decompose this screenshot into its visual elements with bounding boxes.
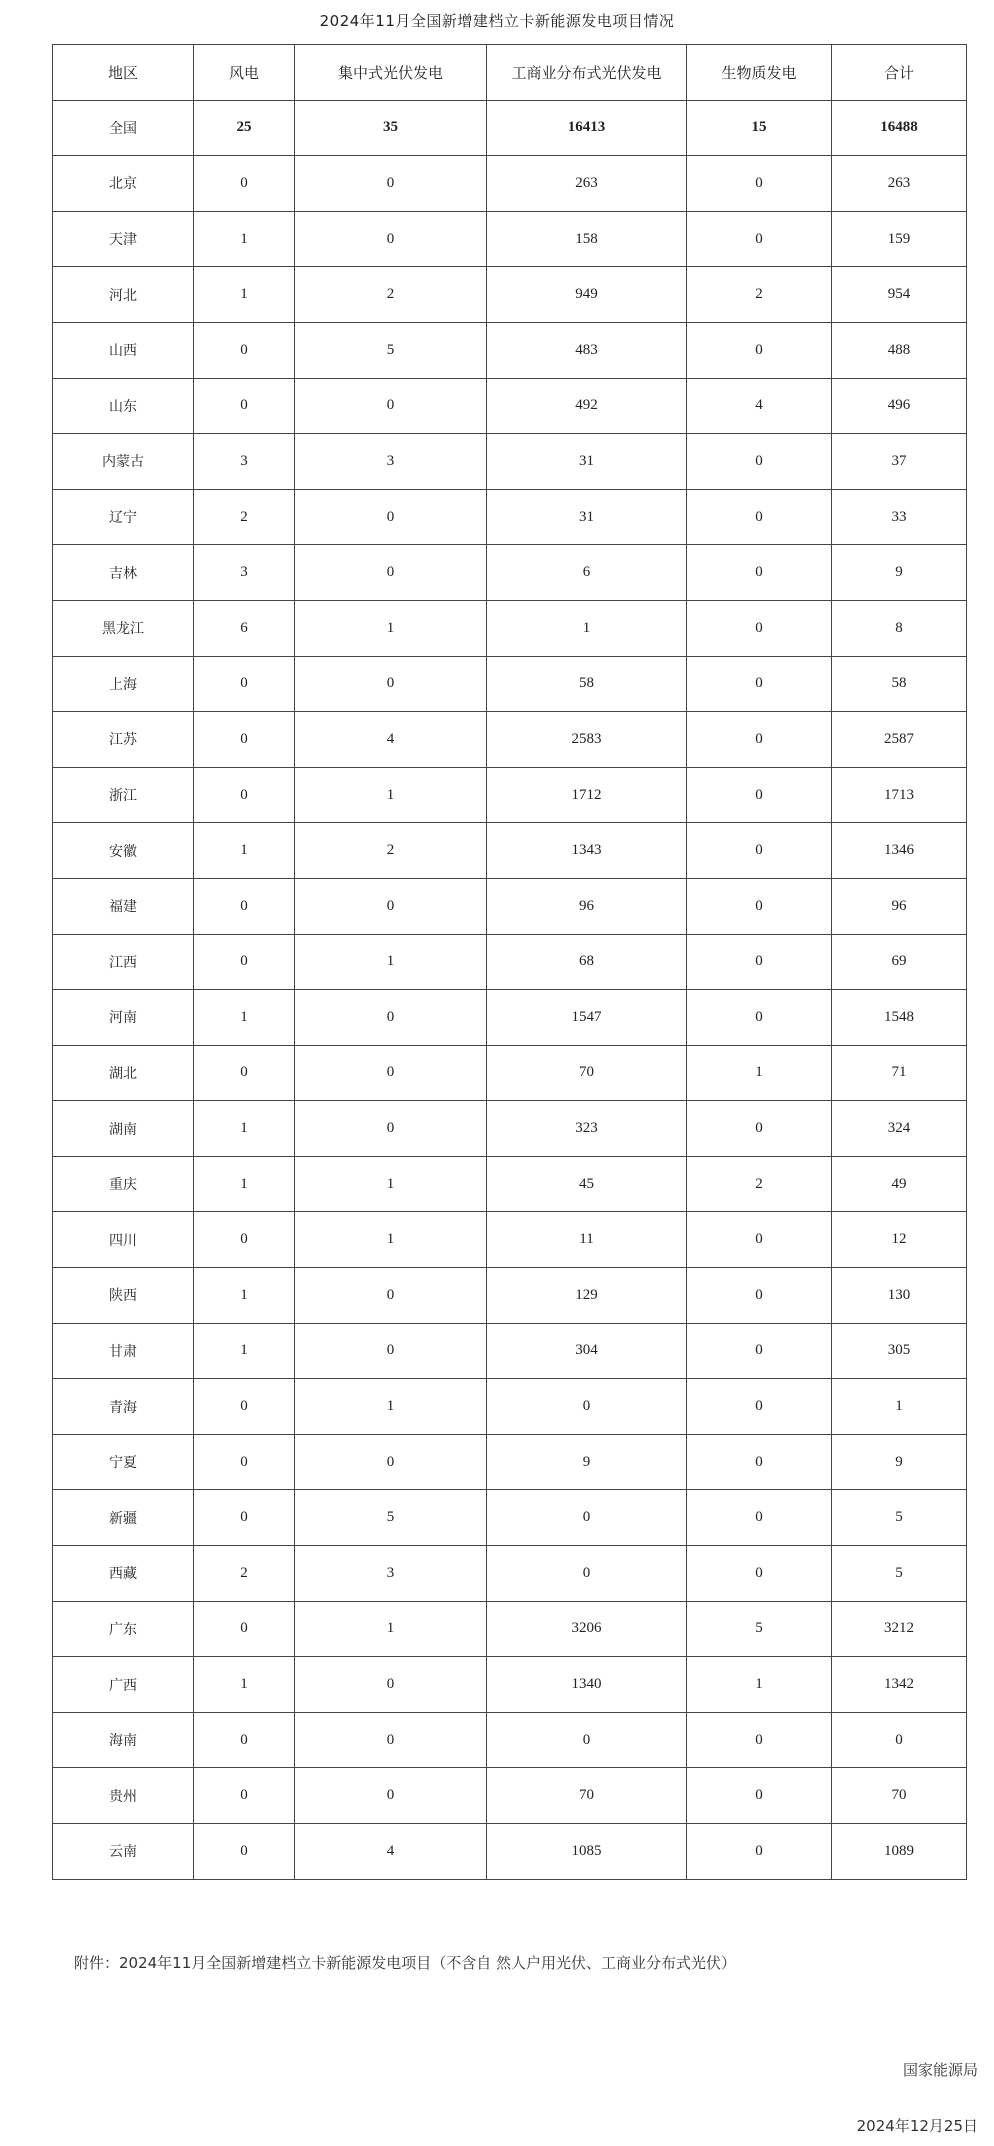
value-cell: 5 (295, 1490, 487, 1546)
value-cell: 2583 (487, 712, 687, 768)
region-cell: 河南 (53, 990, 194, 1046)
table-row (53, 156, 967, 212)
value-cell: 0 (687, 1379, 832, 1435)
value-cell: 0 (295, 1657, 487, 1713)
value-cell: 130 (832, 1268, 967, 1324)
value-cell: 0 (194, 1601, 295, 1657)
value-cell: 0 (687, 1712, 832, 1768)
region-cell: 广西 (53, 1657, 194, 1713)
value-cell: 0 (687, 767, 832, 823)
value-cell: 1 (194, 211, 295, 267)
value-cell: 0 (687, 934, 832, 990)
table-row (53, 378, 967, 434)
value-cell: 1713 (832, 767, 967, 823)
table-row (53, 267, 967, 323)
value-cell: 1 (194, 823, 295, 879)
value-cell: 70 (832, 1768, 967, 1824)
value-cell: 70 (487, 1768, 687, 1824)
project-stats-table (52, 44, 967, 1880)
value-cell: 0 (295, 489, 487, 545)
value-cell: 37 (832, 434, 967, 490)
value-cell: 0 (687, 434, 832, 490)
value-cell: 0 (194, 1379, 295, 1435)
value-cell: 9 (832, 1434, 967, 1490)
value-cell: 954 (832, 267, 967, 323)
value-cell: 0 (194, 1768, 295, 1824)
value-cell: 159 (832, 211, 967, 267)
value-cell: 1085 (487, 1824, 687, 1880)
value-cell: 0 (487, 1546, 687, 1602)
value-cell: 12 (832, 1212, 967, 1268)
table-row (53, 656, 967, 712)
value-cell: 0 (295, 211, 487, 267)
value-cell: 1 (687, 1045, 832, 1101)
value-cell: 304 (487, 1323, 687, 1379)
table-row (53, 545, 967, 601)
value-cell: 323 (487, 1101, 687, 1157)
region-cell: 贵州 (53, 1768, 194, 1824)
region-cell: 湖北 (53, 1045, 194, 1101)
value-cell: 0 (687, 1824, 832, 1880)
value-cell: 0 (295, 378, 487, 434)
value-cell: 31 (487, 489, 687, 545)
value-cell: 68 (487, 934, 687, 990)
value-cell: 0 (295, 1434, 487, 1490)
region-cell: 辽宁 (53, 489, 194, 545)
value-cell: 96 (487, 878, 687, 934)
region-cell: 福建 (53, 878, 194, 934)
value-cell: 1 (687, 1657, 832, 1713)
value-cell: 2 (687, 267, 832, 323)
value-cell: 949 (487, 267, 687, 323)
value-cell: 15 (687, 100, 832, 156)
region-cell: 天津 (53, 211, 194, 267)
table-row (53, 990, 967, 1046)
value-cell: 0 (832, 1712, 967, 1768)
value-cell: 0 (687, 322, 832, 378)
table-row (53, 489, 967, 545)
value-cell: 1342 (832, 1657, 967, 1713)
table-row (53, 712, 967, 768)
value-cell: 0 (295, 656, 487, 712)
value-cell: 0 (687, 1434, 832, 1490)
value-cell: 3 (295, 1546, 487, 1602)
region-cell: 四川 (53, 1212, 194, 1268)
value-cell: 0 (295, 1712, 487, 1768)
value-cell: 3212 (832, 1601, 967, 1657)
table-row-total (53, 100, 967, 156)
value-cell: 16413 (487, 100, 687, 156)
value-cell: 96 (832, 878, 967, 934)
value-cell: 0 (687, 1490, 832, 1546)
value-cell: 0 (687, 1768, 832, 1824)
value-cell: 1 (194, 1156, 295, 1212)
table-row (53, 767, 967, 823)
value-cell: 0 (487, 1490, 687, 1546)
value-cell: 0 (687, 1268, 832, 1324)
value-cell: 1 (194, 267, 295, 323)
value-cell: 483 (487, 322, 687, 378)
value-cell: 492 (487, 378, 687, 434)
value-cell: 0 (687, 156, 832, 212)
value-cell: 0 (194, 1712, 295, 1768)
value-cell: 4 (295, 1824, 487, 1880)
table-body (53, 100, 967, 1879)
value-cell: 2 (194, 489, 295, 545)
value-cell: 4 (687, 378, 832, 434)
value-cell: 58 (832, 656, 967, 712)
column-header: 工商业分布式光伏发电 (487, 45, 687, 101)
value-cell: 0 (194, 934, 295, 990)
value-cell: 0 (295, 1768, 487, 1824)
value-cell: 70 (487, 1045, 687, 1101)
table-row (53, 322, 967, 378)
value-cell: 0 (194, 1824, 295, 1880)
value-cell: 1 (194, 1323, 295, 1379)
value-cell: 5 (687, 1601, 832, 1657)
value-cell: 0 (295, 1101, 487, 1157)
value-cell: 1089 (832, 1824, 967, 1880)
value-cell: 1346 (832, 823, 967, 879)
value-cell: 1343 (487, 823, 687, 879)
value-cell: 0 (194, 1212, 295, 1268)
table-row (53, 1212, 967, 1268)
attachment-note: 附件：2024年11月全国新增建档立卡新能源发电项目（不含自 然人户用光伏、工商业分布式光伏） (74, 1954, 737, 1972)
value-cell: 1 (487, 600, 687, 656)
value-cell: 0 (687, 1323, 832, 1379)
value-cell: 0 (687, 990, 832, 1046)
region-cell: 河北 (53, 267, 194, 323)
value-cell: 0 (295, 878, 487, 934)
value-cell: 263 (487, 156, 687, 212)
value-cell: 324 (832, 1101, 967, 1157)
document-title: 2024年11月全国新增建档立卡新能源发电项目情况 (319, 12, 675, 30)
value-cell: 5 (295, 322, 487, 378)
value-cell: 1 (295, 1601, 487, 1657)
region-cell: 山西 (53, 322, 194, 378)
value-cell: 0 (194, 656, 295, 712)
value-cell: 6 (487, 545, 687, 601)
region-cell: 吉林 (53, 545, 194, 601)
table-row (53, 878, 967, 934)
region-cell: 山东 (53, 378, 194, 434)
value-cell: 69 (832, 934, 967, 990)
value-cell: 1712 (487, 767, 687, 823)
table-row (53, 1546, 967, 1602)
value-cell: 0 (487, 1379, 687, 1435)
value-cell: 3 (194, 434, 295, 490)
value-cell: 0 (687, 1212, 832, 1268)
value-cell: 2 (295, 823, 487, 879)
value-cell: 3206 (487, 1601, 687, 1657)
value-cell: 16488 (832, 100, 967, 156)
value-cell: 1 (832, 1379, 967, 1435)
issue-date: 2024年12月25日 (856, 2117, 978, 2135)
table-row (53, 1657, 967, 1713)
table-row (53, 823, 967, 879)
region-cell: 湖南 (53, 1101, 194, 1157)
table-row (53, 1824, 967, 1880)
region-cell: 内蒙古 (53, 434, 194, 490)
value-cell: 1 (194, 1101, 295, 1157)
value-cell: 0 (194, 156, 295, 212)
value-cell: 0 (194, 767, 295, 823)
region-cell: 江西 (53, 934, 194, 990)
value-cell: 45 (487, 1156, 687, 1212)
table-row (53, 1323, 967, 1379)
value-cell: 0 (687, 1101, 832, 1157)
value-cell: 8 (832, 600, 967, 656)
region-cell: 江苏 (53, 712, 194, 768)
table-row (53, 1712, 967, 1768)
value-cell: 6 (194, 600, 295, 656)
value-cell: 1340 (487, 1657, 687, 1713)
region-cell: 海南 (53, 1712, 194, 1768)
issuer-name: 国家能源局 (902, 2061, 978, 2079)
table-row (53, 934, 967, 990)
column-header: 合计 (832, 45, 967, 101)
value-cell: 3 (295, 434, 487, 490)
value-cell: 9 (487, 1434, 687, 1490)
value-cell: 0 (687, 211, 832, 267)
value-cell: 3 (194, 545, 295, 601)
table-row (53, 1601, 967, 1657)
value-cell: 0 (194, 712, 295, 768)
value-cell: 31 (487, 434, 687, 490)
region-cell: 陕西 (53, 1268, 194, 1324)
value-cell: 5 (832, 1490, 967, 1546)
table-row (53, 1490, 967, 1546)
value-cell: 4 (295, 712, 487, 768)
region-cell: 云南 (53, 1824, 194, 1880)
table-row (53, 1379, 967, 1435)
region-cell: 西藏 (53, 1546, 194, 1602)
value-cell: 35 (295, 100, 487, 156)
region-cell: 宁夏 (53, 1434, 194, 1490)
value-cell: 25 (194, 100, 295, 156)
table-row (53, 1101, 967, 1157)
column-header: 地区 (53, 45, 194, 101)
value-cell: 0 (194, 378, 295, 434)
table-row (53, 600, 967, 656)
value-cell: 0 (687, 712, 832, 768)
value-cell: 1 (295, 600, 487, 656)
value-cell: 49 (832, 1156, 967, 1212)
value-cell: 9 (832, 545, 967, 601)
value-cell: 0 (295, 1045, 487, 1101)
region-cell: 黑龙江 (53, 600, 194, 656)
region-cell: 安徽 (53, 823, 194, 879)
table-row (53, 1045, 967, 1101)
value-cell: 305 (832, 1323, 967, 1379)
value-cell: 0 (295, 1268, 487, 1324)
region-cell: 北京 (53, 156, 194, 212)
region-cell: 上海 (53, 656, 194, 712)
value-cell: 0 (295, 545, 487, 601)
table-row (53, 1268, 967, 1324)
value-cell: 0 (194, 322, 295, 378)
region-cell: 全国 (53, 100, 194, 156)
value-cell: 58 (487, 656, 687, 712)
value-cell: 129 (487, 1268, 687, 1324)
value-cell: 0 (194, 1490, 295, 1546)
table-row (53, 434, 967, 490)
region-cell: 青海 (53, 1379, 194, 1435)
value-cell: 1 (295, 1156, 487, 1212)
value-cell: 0 (194, 1434, 295, 1490)
region-cell: 广东 (53, 1601, 194, 1657)
table-row (53, 1156, 967, 1212)
column-header: 风电 (194, 45, 295, 101)
value-cell: 1 (295, 767, 487, 823)
value-cell: 158 (487, 211, 687, 267)
value-cell: 263 (832, 156, 967, 212)
region-cell: 浙江 (53, 767, 194, 823)
table-row (53, 1434, 967, 1490)
region-cell: 重庆 (53, 1156, 194, 1212)
value-cell: 0 (687, 878, 832, 934)
value-cell: 1 (295, 1379, 487, 1435)
value-cell: 1 (194, 990, 295, 1046)
value-cell: 2 (687, 1156, 832, 1212)
value-cell: 71 (832, 1045, 967, 1101)
value-cell: 1 (194, 1268, 295, 1324)
value-cell: 0 (687, 600, 832, 656)
table-row (53, 1768, 967, 1824)
value-cell: 0 (687, 545, 832, 601)
value-cell: 1 (295, 1212, 487, 1268)
column-header: 集中式光伏发电 (295, 45, 487, 101)
value-cell: 2 (295, 267, 487, 323)
value-cell: 0 (295, 990, 487, 1046)
table-row (53, 211, 967, 267)
value-cell: 1548 (832, 990, 967, 1046)
value-cell: 0 (687, 823, 832, 879)
value-cell: 2 (194, 1546, 295, 1602)
value-cell: 0 (687, 1546, 832, 1602)
value-cell: 0 (295, 156, 487, 212)
value-cell: 1 (295, 934, 487, 990)
value-cell: 496 (832, 378, 967, 434)
region-cell: 新疆 (53, 1490, 194, 1546)
value-cell: 0 (295, 1323, 487, 1379)
table-header-row (53, 45, 967, 101)
value-cell: 0 (687, 656, 832, 712)
value-cell: 0 (194, 878, 295, 934)
value-cell: 1547 (487, 990, 687, 1046)
value-cell: 0 (687, 489, 832, 545)
value-cell: 5 (832, 1546, 967, 1602)
value-cell: 1 (194, 1657, 295, 1713)
column-header: 生物质发电 (687, 45, 832, 101)
value-cell: 33 (832, 489, 967, 545)
region-cell: 甘肃 (53, 1323, 194, 1379)
value-cell: 0 (487, 1712, 687, 1768)
value-cell: 488 (832, 322, 967, 378)
value-cell: 0 (194, 1045, 295, 1101)
value-cell: 11 (487, 1212, 687, 1268)
value-cell: 2587 (832, 712, 967, 768)
